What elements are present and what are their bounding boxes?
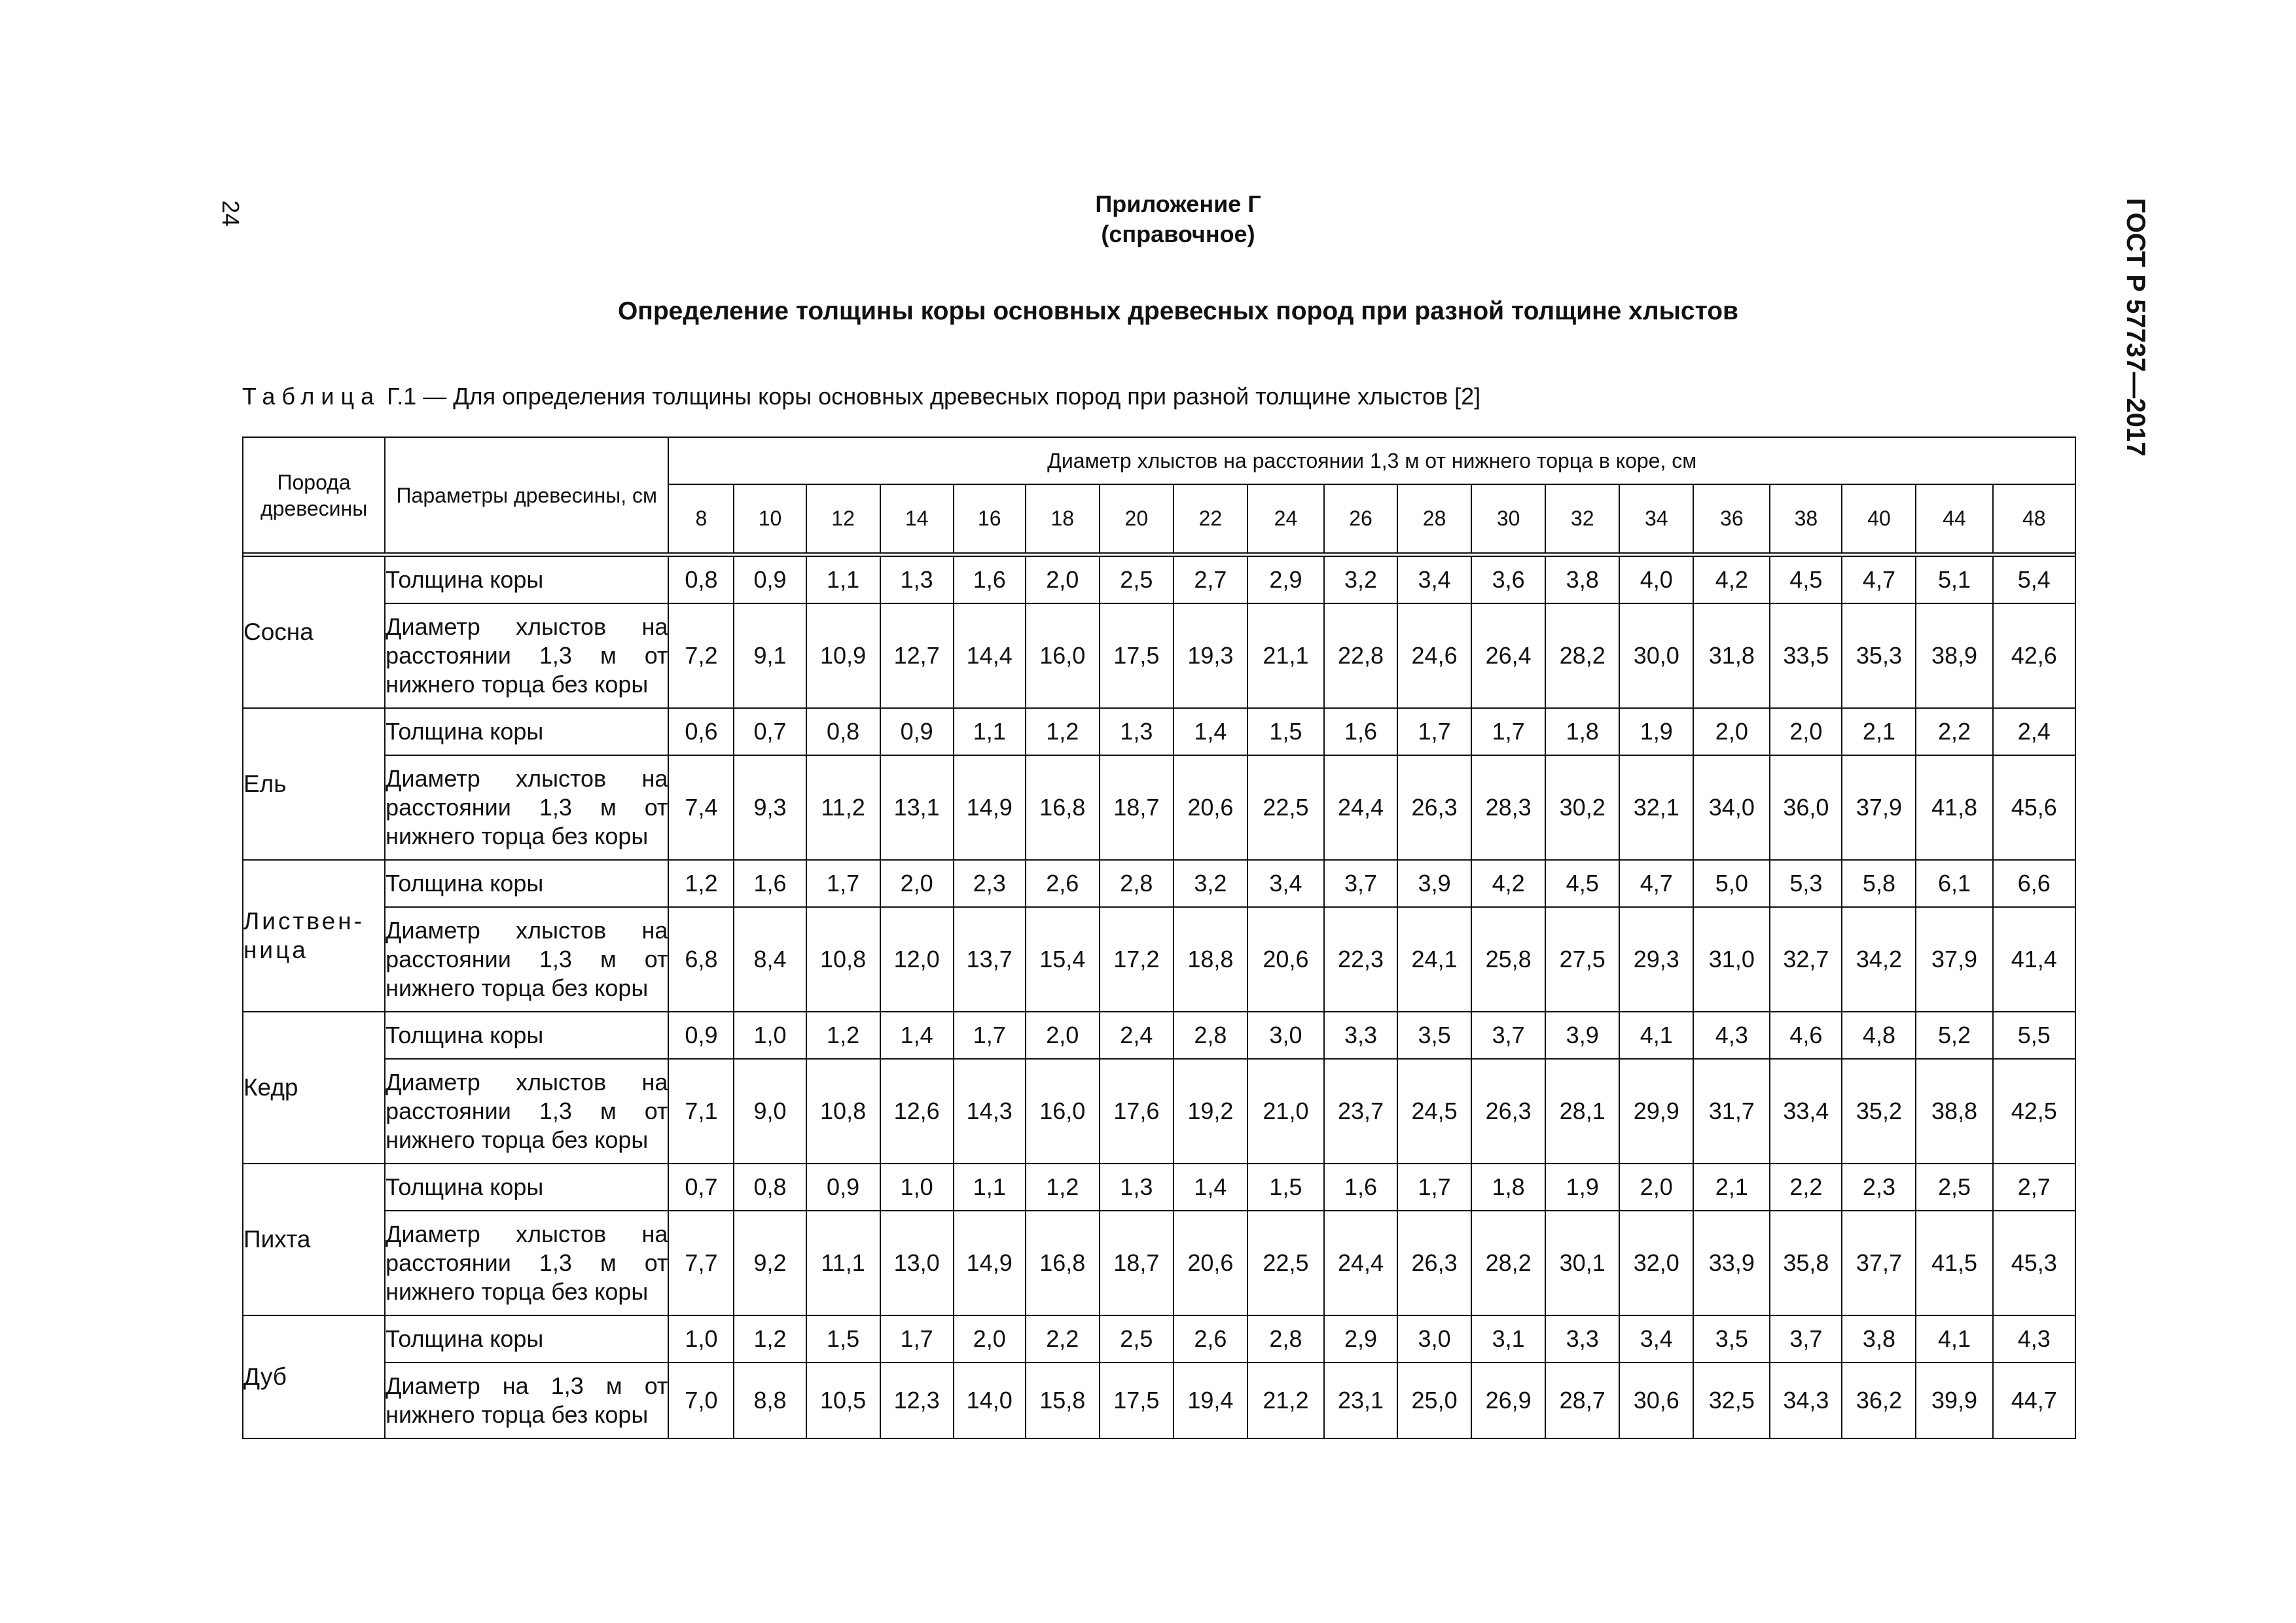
value-cell: 12,0	[880, 907, 954, 1012]
value-cell: 12,7	[880, 603, 954, 708]
value-cell: 15,4	[1026, 907, 1100, 1012]
value-cell: 1,7	[1471, 708, 1545, 755]
value-cell: 10,8	[806, 1059, 880, 1164]
value-cell: 32,5	[1693, 1363, 1770, 1438]
value-cell: 3,3	[1324, 1012, 1397, 1059]
header-diameter: 28	[1397, 484, 1471, 553]
value-cell: 1,3	[1100, 1164, 1174, 1211]
value-cell: 18,8	[1174, 907, 1247, 1012]
table-row	[243, 907, 2075, 1012]
value-cell: 22,3	[1324, 907, 1397, 1012]
value-cell: 5,0	[1693, 860, 1770, 907]
value-cell: 9,1	[734, 603, 806, 708]
value-cell: 1,0	[880, 1164, 954, 1211]
value-cell: 1,1	[806, 556, 880, 603]
value-cell: 3,8	[1545, 556, 1619, 603]
value-cell: 30,1	[1545, 1211, 1619, 1315]
value-cell: 29,9	[1619, 1059, 1693, 1164]
value-cell: 22,5	[1247, 1211, 1324, 1315]
value-cell: 3,1	[1471, 1315, 1545, 1363]
value-cell: 26,3	[1397, 755, 1471, 860]
header-diameter: 44	[1916, 484, 1992, 553]
value-cell: 10,8	[806, 907, 880, 1012]
value-cell: 4,5	[1770, 556, 1842, 603]
value-cell: 28,3	[1471, 755, 1545, 860]
value-cell: 2,5	[1916, 1164, 1992, 1211]
value-cell: 13,0	[880, 1211, 954, 1315]
value-cell: 2,6	[1026, 860, 1100, 907]
value-cell: 4,3	[1693, 1012, 1770, 1059]
value-cell: 29,3	[1619, 907, 1693, 1012]
value-cell: 1,7	[806, 860, 880, 907]
value-cell: 2,0	[1026, 1012, 1100, 1059]
value-cell: 1,0	[734, 1012, 806, 1059]
value-cell: 0,7	[734, 708, 806, 755]
value-cell: 28,1	[1545, 1059, 1619, 1164]
value-cell: 2,1	[1693, 1164, 1770, 1211]
value-cell: 18,7	[1100, 755, 1174, 860]
value-cell: 1,8	[1471, 1164, 1545, 1211]
value-cell: 6,1	[1916, 860, 1992, 907]
header-diameter: 10	[734, 484, 806, 553]
value-cell: 3,5	[1693, 1315, 1770, 1363]
species-cell: Пихта	[243, 1164, 385, 1315]
header-diameter: 14	[880, 484, 954, 553]
value-cell: 37,7	[1842, 1211, 1916, 1315]
value-cell: 39,9	[1916, 1363, 1992, 1438]
species-cell: Сосна	[243, 556, 385, 708]
table-row	[243, 1315, 2075, 1363]
value-cell: 44,7	[1993, 1363, 2075, 1438]
param-cell: Толщина коры	[385, 556, 668, 603]
value-cell: 2,7	[1993, 1164, 2075, 1211]
param-cell: Толщина коры	[385, 708, 668, 755]
value-cell: 2,0	[1693, 708, 1770, 755]
value-cell: 3,5	[1397, 1012, 1471, 1059]
value-cell: 4,1	[1916, 1315, 1992, 1363]
value-cell: 14,0	[954, 1363, 1026, 1438]
value-cell: 3,4	[1397, 556, 1471, 603]
value-cell: 19,3	[1174, 603, 1247, 708]
value-cell: 42,5	[1993, 1059, 2075, 1164]
value-cell: 9,3	[734, 755, 806, 860]
value-cell: 13,1	[880, 755, 954, 860]
value-cell: 21,1	[1247, 603, 1324, 708]
value-cell: 0,8	[734, 1164, 806, 1211]
value-cell: 1,4	[1174, 708, 1247, 755]
value-cell: 20,6	[1247, 907, 1324, 1012]
value-cell: 2,3	[954, 860, 1026, 907]
value-cell: 35,8	[1770, 1211, 1842, 1315]
value-cell: 3,9	[1397, 860, 1471, 907]
value-cell: 1,7	[954, 1012, 1026, 1059]
header-diameter: 48	[1993, 484, 2075, 553]
value-cell: 34,0	[1693, 755, 1770, 860]
value-cell: 26,3	[1471, 1059, 1545, 1164]
header-diameter: 26	[1324, 484, 1397, 553]
table-row	[243, 1059, 2075, 1164]
header-diameter: 18	[1026, 484, 1100, 553]
value-cell: 42,6	[1993, 603, 2075, 708]
value-cell: 2,4	[1100, 1012, 1174, 1059]
param-cell: Толщина коры	[385, 1315, 668, 1363]
appendix-title: Приложение Г	[1095, 190, 1261, 217]
value-cell: 1,2	[806, 1012, 880, 1059]
value-cell: 0,8	[668, 556, 734, 603]
table-caption	[242, 382, 1480, 411]
value-cell: 23,7	[1324, 1059, 1397, 1164]
value-cell: 20,6	[1174, 755, 1247, 860]
value-cell: 24,4	[1324, 1211, 1397, 1315]
header-diameter: 40	[1842, 484, 1916, 553]
value-cell: 2,0	[1619, 1164, 1693, 1211]
value-cell: 45,6	[1993, 755, 2075, 860]
value-cell: 17,5	[1100, 603, 1174, 708]
value-cell: 1,0	[668, 1315, 734, 1363]
value-cell: 4,3	[1993, 1315, 2075, 1363]
value-cell: 41,8	[1916, 755, 1992, 860]
value-cell: 4,1	[1619, 1012, 1693, 1059]
value-cell: 7,2	[668, 603, 734, 708]
value-cell: 24,4	[1324, 755, 1397, 860]
page-number: 24	[217, 200, 244, 227]
header-diameter: 36	[1693, 484, 1770, 553]
value-cell: 37,9	[1842, 755, 1916, 860]
value-cell: 31,7	[1693, 1059, 1770, 1164]
value-cell: 31,8	[1693, 603, 1770, 708]
value-cell: 19,2	[1174, 1059, 1247, 1164]
value-cell: 0,6	[668, 708, 734, 755]
param-cell: Диаметр хлыстов на расстоянии 1,3 м от нижнего торца без коры	[385, 1059, 668, 1164]
value-cell: 3,8	[1842, 1315, 1916, 1363]
value-cell: 9,0	[734, 1059, 806, 1164]
value-cell: 38,9	[1916, 603, 1992, 708]
value-cell: 32,1	[1619, 755, 1693, 860]
value-cell: 20,6	[1174, 1211, 1247, 1315]
value-cell: 3,7	[1324, 860, 1397, 907]
species-cell: Дуб	[243, 1315, 385, 1438]
value-cell: 5,5	[1993, 1012, 2075, 1059]
header-diameter: 38	[1770, 484, 1842, 553]
header-diameter: 32	[1545, 484, 1619, 553]
value-cell: 21,2	[1247, 1363, 1324, 1438]
species-cell: Ель	[243, 708, 385, 860]
value-cell: 38,8	[1916, 1059, 1992, 1164]
value-cell: 2,0	[954, 1315, 1026, 1363]
table-row	[243, 603, 2075, 708]
value-cell: 17,2	[1100, 907, 1174, 1012]
value-cell: 1,1	[954, 708, 1026, 755]
value-cell: 24,1	[1397, 907, 1471, 1012]
value-cell: 0,7	[668, 1164, 734, 1211]
value-cell: 16,0	[1026, 1059, 1100, 1164]
value-cell: 2,0	[880, 860, 954, 907]
value-cell: 1,4	[880, 1012, 954, 1059]
value-cell: 23,1	[1324, 1363, 1397, 1438]
value-cell: 4,7	[1842, 556, 1916, 603]
value-cell: 0,9	[880, 708, 954, 755]
header-diameter: 16	[954, 484, 1026, 553]
value-cell: 7,1	[668, 1059, 734, 1164]
value-cell: 1,2	[668, 860, 734, 907]
main-title: Определение толщины коры основных древесных пород при разной толщине хлыстов	[617, 297, 1739, 325]
value-cell: 1,2	[1026, 1164, 1100, 1211]
value-cell: 0,9	[734, 556, 806, 603]
value-cell: 19,4	[1174, 1363, 1247, 1438]
header-diameter: 34	[1619, 484, 1693, 553]
value-cell: 1,7	[880, 1315, 954, 1363]
table-row	[243, 860, 2075, 907]
value-cell: 1,6	[954, 556, 1026, 603]
value-cell: 34,3	[1770, 1363, 1842, 1438]
value-cell: 33,9	[1693, 1211, 1770, 1315]
value-cell: 16,8	[1026, 1211, 1100, 1315]
table-caption-label: Таблица	[242, 383, 381, 410]
value-cell: 25,0	[1397, 1363, 1471, 1438]
header-diameter: 20	[1100, 484, 1174, 553]
value-cell: 14,9	[954, 755, 1026, 860]
value-cell: 33,5	[1770, 603, 1842, 708]
value-cell: 10,5	[806, 1363, 880, 1438]
table-row	[243, 556, 2075, 603]
value-cell: 7,7	[668, 1211, 734, 1315]
value-cell: 35,3	[1842, 603, 1916, 708]
value-cell: 4,6	[1770, 1012, 1842, 1059]
value-cell: 7,4	[668, 755, 734, 860]
value-cell: 2,9	[1324, 1315, 1397, 1363]
value-cell: 5,1	[1916, 556, 1992, 603]
value-cell: 1,8	[1545, 708, 1619, 755]
value-cell: 22,5	[1247, 755, 1324, 860]
value-cell: 11,1	[806, 1211, 880, 1315]
value-cell: 22,8	[1324, 603, 1397, 708]
species-cell: Листвен- ница	[243, 860, 385, 1012]
header-diameter: 30	[1471, 484, 1545, 553]
value-cell: 15,8	[1026, 1363, 1100, 1438]
value-cell: 26,9	[1471, 1363, 1545, 1438]
value-cell: 12,3	[880, 1363, 954, 1438]
header-params: Параметры древесины, см	[385, 437, 668, 553]
value-cell: 5,2	[1916, 1012, 1992, 1059]
value-cell: 2,2	[1026, 1315, 1100, 1363]
value-cell: 32,0	[1619, 1211, 1693, 1315]
value-cell: 41,5	[1916, 1211, 1992, 1315]
appendix-subtitle: (справочное)	[1101, 221, 1255, 247]
value-cell: 2,9	[1247, 556, 1324, 603]
param-cell: Диаметр на 1,3 м от нижнего торца без коры	[385, 1363, 668, 1438]
value-cell: 24,5	[1397, 1059, 1471, 1164]
value-cell: 1,3	[1100, 708, 1174, 755]
value-cell: 17,5	[1100, 1363, 1174, 1438]
value-cell: 33,4	[1770, 1059, 1842, 1164]
value-cell: 11,2	[806, 755, 880, 860]
value-cell: 41,4	[1993, 907, 2075, 1012]
value-cell: 4,5	[1545, 860, 1619, 907]
param-cell: Диаметр хлыстов на расстоянии 1,3 м от нижнего торца без коры	[385, 755, 668, 860]
value-cell: 30,0	[1619, 603, 1693, 708]
value-cell: 34,2	[1842, 907, 1916, 1012]
value-cell: 2,2	[1770, 1164, 1842, 1211]
value-cell: 30,2	[1545, 755, 1619, 860]
value-cell: 2,4	[1993, 708, 2075, 755]
value-cell: 3,3	[1545, 1315, 1619, 1363]
value-cell: 8,8	[734, 1363, 806, 1438]
value-cell: 6,8	[668, 907, 734, 1012]
value-cell: 27,5	[1545, 907, 1619, 1012]
value-cell: 3,4	[1619, 1315, 1693, 1363]
value-cell: 26,3	[1397, 1211, 1471, 1315]
value-cell: 28,2	[1545, 603, 1619, 708]
value-cell: 1,2	[1026, 708, 1100, 755]
value-cell: 16,8	[1026, 755, 1100, 860]
value-cell: 1,9	[1619, 708, 1693, 755]
value-cell: 0,9	[806, 1164, 880, 1211]
table-caption-text: Г.1 — Для определения толщины коры основных древесных пород при разной толщине хлыстов [2]	[387, 383, 1481, 410]
header-diameter: 24	[1247, 484, 1324, 553]
value-cell: 35,2	[1842, 1059, 1916, 1164]
value-cell: 1,1	[954, 1164, 1026, 1211]
value-cell: 1,4	[1174, 1164, 1247, 1211]
value-cell: 0,9	[668, 1012, 734, 1059]
param-cell: Диаметр хлыстов на расстоянии 1,3 м от нижнего торца без коры	[385, 603, 668, 708]
value-cell: 14,4	[954, 603, 1026, 708]
value-cell: 25,8	[1471, 907, 1545, 1012]
value-cell: 31,0	[1693, 907, 1770, 1012]
value-cell: 4,7	[1619, 860, 1693, 907]
value-cell: 1,6	[1324, 1164, 1397, 1211]
value-cell: 3,7	[1471, 1012, 1545, 1059]
param-cell: Толщина коры	[385, 1164, 668, 1211]
value-cell: 13,7	[954, 907, 1026, 1012]
value-cell: 3,2	[1174, 860, 1247, 907]
value-cell: 1,2	[734, 1315, 806, 1363]
header-diameter: 22	[1174, 484, 1247, 553]
value-cell: 2,8	[1174, 1012, 1247, 1059]
value-cell: 14,9	[954, 1211, 1026, 1315]
value-cell: 28,7	[1545, 1363, 1619, 1438]
value-cell: 36,0	[1770, 755, 1842, 860]
param-cell: Диаметр хлыстов на расстоянии 1,3 м от нижнего торца без коры	[385, 1211, 668, 1315]
table-row	[243, 1012, 2075, 1059]
table-row	[243, 1211, 2075, 1315]
value-cell: 26,4	[1471, 603, 1545, 708]
value-cell: 1,6	[1324, 708, 1397, 755]
value-cell: 3,0	[1397, 1315, 1471, 1363]
value-cell: 2,6	[1174, 1315, 1247, 1363]
value-cell: 28,2	[1471, 1211, 1545, 1315]
header-diameters-title: Диаметр хлыстов на расстоянии 1,3 м от нижнего торца в коре, см	[668, 437, 2075, 484]
value-cell: 1,3	[880, 556, 954, 603]
value-cell: 1,9	[1545, 1164, 1619, 1211]
value-cell: 2,0	[1770, 708, 1842, 755]
param-cell: Толщина коры	[385, 1012, 668, 1059]
value-cell: 2,7	[1174, 556, 1247, 603]
value-cell: 45,3	[1993, 1211, 2075, 1315]
value-cell: 7,0	[668, 1363, 734, 1438]
value-cell: 18,7	[1100, 1211, 1174, 1315]
value-cell: 2,8	[1100, 860, 1174, 907]
value-cell: 4,8	[1842, 1012, 1916, 1059]
value-cell: 17,6	[1100, 1059, 1174, 1164]
value-cell: 5,4	[1993, 556, 2075, 603]
bark-thickness-table	[242, 437, 2076, 1439]
value-cell: 5,3	[1770, 860, 1842, 907]
value-cell: 8,4	[734, 907, 806, 1012]
value-cell: 3,9	[1545, 1012, 1619, 1059]
value-cell: 1,6	[734, 860, 806, 907]
value-cell: 12,6	[880, 1059, 954, 1164]
value-cell: 2,0	[1026, 556, 1100, 603]
header-diameter: 12	[806, 484, 880, 553]
value-cell: 21,0	[1247, 1059, 1324, 1164]
value-cell: 14,3	[954, 1059, 1026, 1164]
value-cell: 4,0	[1619, 556, 1693, 603]
value-cell: 1,5	[1247, 1164, 1324, 1211]
value-cell: 2,1	[1842, 708, 1916, 755]
table-row	[243, 1363, 2075, 1438]
value-cell: 32,7	[1770, 907, 1842, 1012]
value-cell: 3,2	[1324, 556, 1397, 603]
table-row	[243, 755, 2075, 860]
value-cell: 37,9	[1916, 907, 1992, 1012]
species-cell: Кедр	[243, 1012, 385, 1164]
value-cell: 3,6	[1471, 556, 1545, 603]
value-cell: 36,2	[1842, 1363, 1916, 1438]
value-cell: 24,6	[1397, 603, 1471, 708]
value-cell: 2,5	[1100, 556, 1174, 603]
value-cell: 4,2	[1693, 556, 1770, 603]
value-cell: 4,2	[1471, 860, 1545, 907]
value-cell: 1,5	[806, 1315, 880, 1363]
value-cell: 3,4	[1247, 860, 1324, 907]
value-cell: 1,7	[1397, 1164, 1471, 1211]
value-cell: 2,5	[1100, 1315, 1174, 1363]
value-cell: 1,7	[1397, 708, 1471, 755]
header-diameter: 8	[668, 484, 734, 553]
value-cell: 9,2	[734, 1211, 806, 1315]
value-cell: 2,2	[1916, 708, 1992, 755]
header-species: Порода древесины	[243, 437, 385, 553]
value-cell: 5,8	[1842, 860, 1916, 907]
table-row	[243, 1164, 2075, 1211]
param-cell: Толщина коры	[385, 860, 668, 907]
value-cell: 10,9	[806, 603, 880, 708]
value-cell: 0,8	[806, 708, 880, 755]
value-cell: 2,3	[1842, 1164, 1916, 1211]
value-cell: 1,5	[1247, 708, 1324, 755]
table-row	[243, 708, 2075, 755]
value-cell: 30,6	[1619, 1363, 1693, 1438]
param-cell: Диаметр хлыстов на расстоянии 1,3 м от нижнего торца без коры	[385, 907, 668, 1012]
value-cell: 6,6	[1993, 860, 2075, 907]
value-cell: 2,8	[1247, 1315, 1324, 1363]
value-cell: 3,7	[1770, 1315, 1842, 1363]
document-id: ГОСТ Р 57737—2017	[2121, 198, 2151, 457]
value-cell: 3,0	[1247, 1012, 1324, 1059]
value-cell: 16,0	[1026, 603, 1100, 708]
